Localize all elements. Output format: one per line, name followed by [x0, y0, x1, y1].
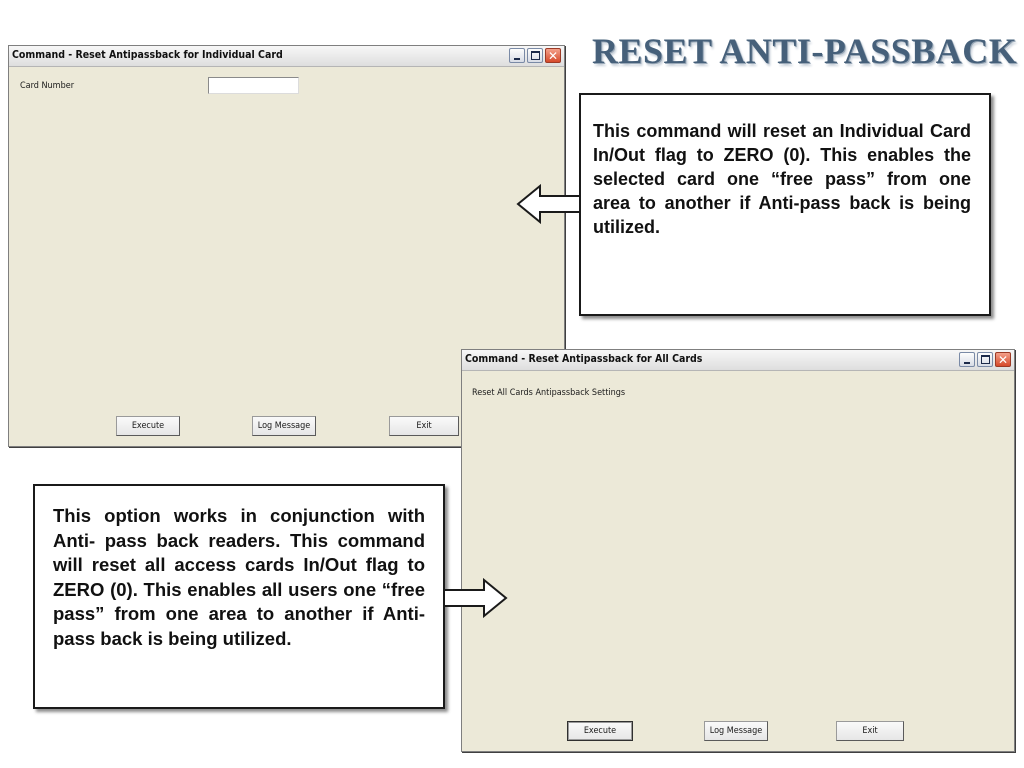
maximize-icon: [981, 355, 990, 364]
minimize-button[interactable]: [959, 352, 975, 367]
callout-individual-text: This command will reset an Individual Card In/Out flag to ZERO (0). This enables the selected card one “free pass” from one area to another if Anti-pass back is being utilized.: [593, 121, 971, 237]
all-cards-window: [461, 349, 1015, 752]
exit-button[interactable]: Exit: [389, 416, 459, 436]
window-controls: [959, 352, 1011, 367]
window-title: Command - Reset Antipassback for All Cards: [465, 353, 703, 365]
maximize-button[interactable]: [977, 352, 993, 367]
exit-button[interactable]: Exit: [836, 721, 904, 741]
reset-all-cards-label: Reset All Cards Antipassback Settings: [472, 388, 626, 398]
card-number-input[interactable]: [208, 77, 299, 94]
close-icon: ✕: [547, 48, 559, 63]
window-body: [462, 371, 1014, 751]
minimize-icon: [964, 362, 970, 364]
execute-button[interactable]: Execute: [567, 721, 633, 741]
arrow-right-icon: [442, 578, 508, 618]
maximize-icon: [531, 51, 540, 60]
log-message-button[interactable]: Log Message: [704, 721, 768, 741]
arrow-left-icon: [516, 184, 582, 224]
slide-title: RESET ANTI-PASSBACK: [592, 31, 1018, 71]
window-title: Command - Reset Antipassback for Individual Card: [12, 49, 283, 61]
window-controls: [509, 48, 561, 63]
minimize-icon: [514, 58, 520, 60]
callout-all-text: This option works in conjunction with Anti- pass back readers. This command will reset all access cards In/Out flag to ZERO (0). This enables all users one “free pass” from one area to another if Anti-pass back is being utilized.: [53, 505, 425, 649]
minimize-button[interactable]: [509, 48, 525, 63]
title-bar[interactable]: [9, 46, 564, 67]
card-number-label: Card Number: [20, 81, 75, 91]
log-message-button[interactable]: Log Message: [252, 416, 316, 436]
callout-all: [33, 484, 445, 709]
maximize-button[interactable]: [527, 48, 543, 63]
execute-button[interactable]: Execute: [116, 416, 180, 436]
close-button[interactable]: [545, 48, 561, 63]
callout-individual: [579, 93, 991, 316]
close-icon: ✕: [997, 352, 1009, 367]
close-button[interactable]: [995, 352, 1011, 367]
title-bar[interactable]: [462, 350, 1014, 371]
